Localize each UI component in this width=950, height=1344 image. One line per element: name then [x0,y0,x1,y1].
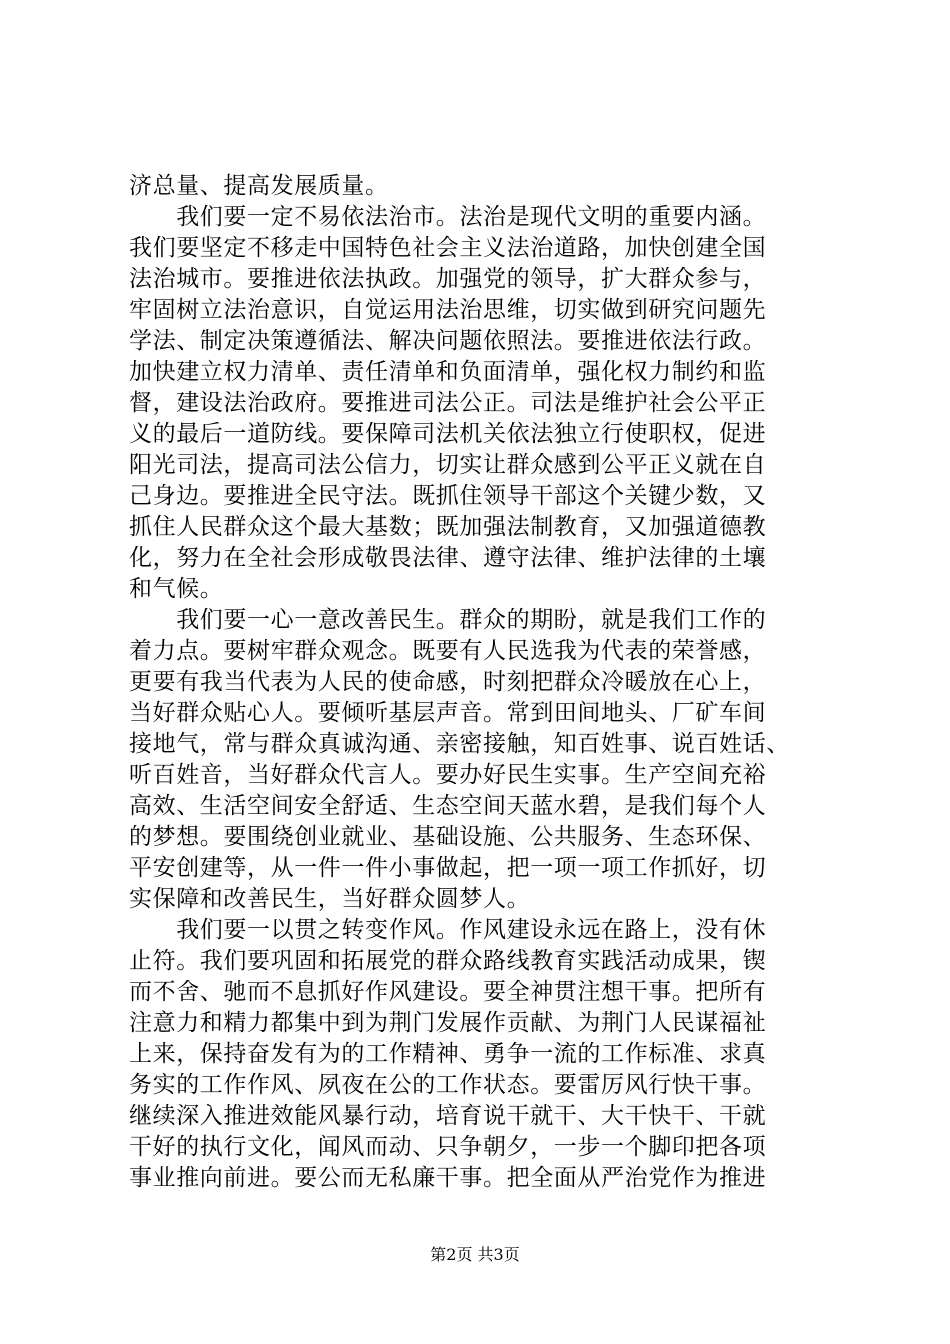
text-line: 督，建设法治政府。要推进司法公正。司法是维护社会公平正 [129,390,767,416]
text-line: 己身边。要推进全民守法。既抓住领导干部这个关键少数，又 [129,483,767,509]
text-line: 的梦想。要围绕创业就业、基础设施、公共服务、生态环保、 [129,824,767,850]
text-line: 化，努力在全社会形成敬畏法律、遵守法律、维护法律的土壤 [129,545,767,571]
text-line: 听百姓音，当好群众代言人。要办好民生实事。生产空间充裕 [129,762,767,788]
text-line: 加快建立权力清单、责任清单和负面清单，强化权力制约和监 [129,359,767,385]
text-line: 继续深入推进效能风暴行动，培育说干就干、大干快干、干就 [129,1103,767,1129]
text-line: 上来，保持奋发有为的工作精神、勇争一流的工作标准、求真 [129,1041,767,1067]
text-line: 事业推向前进。要公而无私廉干事。把全面从严治党作为推进 [129,1165,767,1191]
text-line: 着力点。要树牢群众观念。既要有人民选我为代表的荣誉感， [129,638,767,664]
text-line: 接地气，常与群众真诚沟通、亲密接触，知百姓事、说百姓话、 [129,731,790,757]
text-line: 济总量、提高发展质量。 [129,173,389,199]
text-line: 而不舍、驰而不息抓好作风建设。要全神贯注想干事。把所有 [129,979,767,1005]
text-line: 务实的工作作风、夙夜在公的工作状态。要雷厉风行快干事。 [129,1072,767,1098]
body-text [129,171,831,1194]
text-line: 我们要一以贯之转变作风。作风建设永远在路上，没有休 [129,917,767,943]
text-line: 牢固树立法治意识，自觉运用法治思维，切实做到研究问题先 [129,297,767,323]
text-line: 当好群众贴心人。要倾听基层声音。常到田间地头、厂矿车间 [129,700,767,726]
text-line: 义的最后一道防线。要保障司法机关依法独立行使职权，促进 [129,421,767,447]
text-line: 我们要坚定不移走中国特色社会主义法治道路，加快创建全国 [129,235,767,261]
text-line: 阳光司法，提高司法公信力，切实让群众感到公平正义就在自 [129,452,767,478]
text-line: 注意力和精力都集中到为荆门发展作贡献、为荆门人民谋福祉 [129,1010,767,1036]
text-line: 止符。我们要巩固和拓展党的群众路线教育实践活动成果，锲 [129,948,767,974]
text-line: 更要有我当代表为人民的使命感，时刻把群众冷暖放在心上， [129,669,767,695]
text-line: 干好的执行文化，闻风而动、只争朝夕，一步一个脚印把各项 [129,1134,767,1160]
text-line: 法治城市。要推进依法执政。加强党的领导，扩大群众参与， [129,266,767,292]
text-line: 和气候。 [129,576,224,602]
text-line: 学法、制定决策遵循法、解决问题依照法。要推进依法行政。 [129,328,767,354]
text-line: 实保障和改善民生，当好群众圆梦人。 [129,886,531,912]
text-line: 我们要一定不易依法治市。法治是现代文明的重要内涵。 [129,204,767,230]
page-number-footer: 第2页 共3页 [430,1245,520,1264]
text-line: 抓住人民群众这个最大基数；既加强法制教育，又加强道德教 [129,514,767,540]
text-line: 高效、生活空间安全舒适、生态空间天蓝水碧，是我们每个人 [129,793,767,819]
text-line: 我们要一心一意改善民生。群众的期盼，就是我们工作的 [129,607,767,633]
text-line: 平安创建等，从一件一件小事做起，把一项一项工作抓好，切 [129,855,767,881]
